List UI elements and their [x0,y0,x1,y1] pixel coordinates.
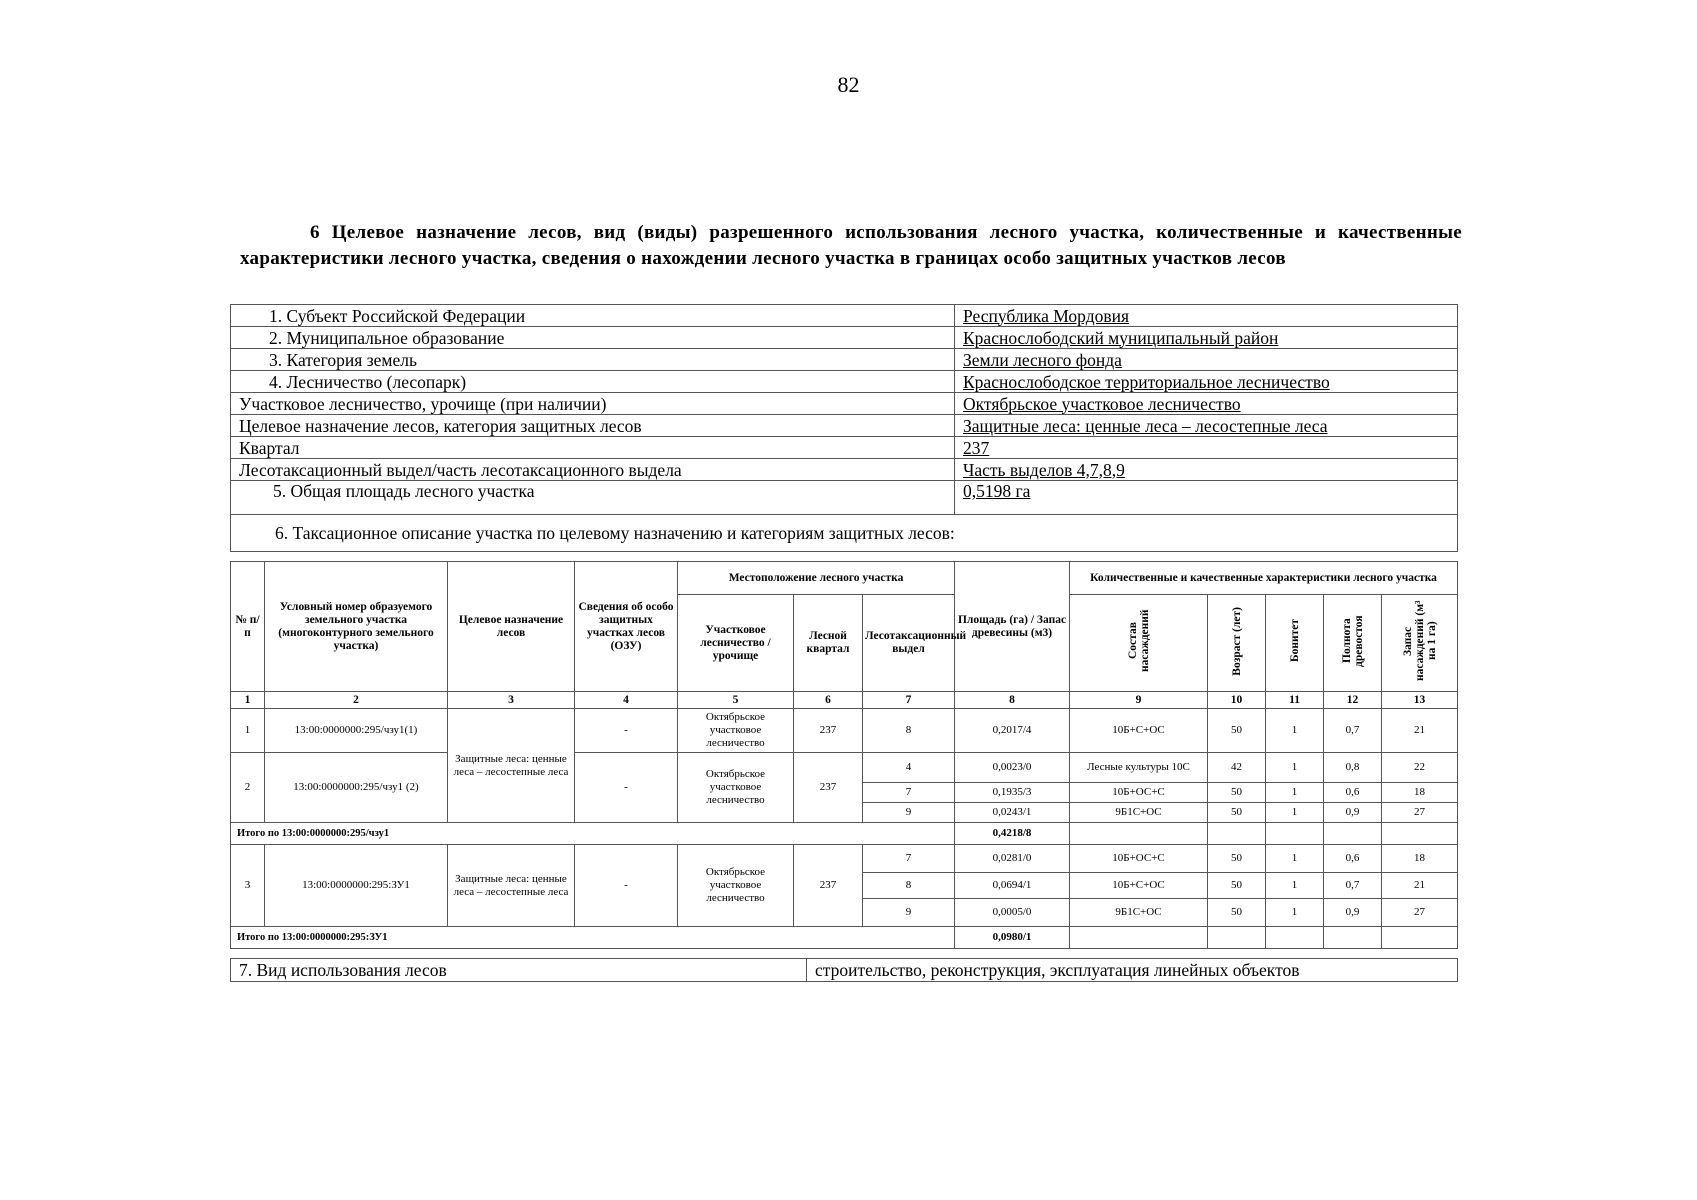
cell-stock: 18 [1382,845,1458,873]
cell-area: 0,2017/4 [955,709,1070,753]
cell-density: 0,6 [1324,783,1382,803]
col-header-density-text: Полнота древостоя [1340,615,1365,667]
cell-empty [1070,927,1208,949]
col-number: 3 [448,692,575,709]
cell-empty [1266,927,1324,949]
col-number: 5 [678,692,794,709]
info-row [231,349,1458,371]
cell-cad: 13:00:0000000:295:ЗУ1 [265,845,448,927]
total-value: 0,0980/1 [955,927,1070,949]
cell-vydel: 7 [863,845,955,873]
cell-age: 50 [1208,783,1266,803]
cell-age: 50 [1208,899,1266,927]
col-header-bonitet-text: Бонитет [1288,619,1301,663]
cell-density: 0,9 [1324,899,1382,927]
cell-density: 0,7 [1324,709,1382,753]
taxation-title-row [231,515,1458,552]
col-header-bonitet [1266,595,1324,692]
cell-age: 50 [1208,803,1266,823]
cell-density: 0,7 [1324,873,1382,899]
info-label: 4. Лесничество (лесопарк) [231,371,955,393]
cell-empty [1266,823,1324,845]
cell-bonitet: 1 [1266,783,1324,803]
cell-composition: Лесные культуры 10С [1070,753,1208,783]
cell-bonitet: 1 [1266,803,1324,823]
total-row [231,927,1458,949]
cell-kvartal: 237 [794,845,863,927]
cell-age: 42 [1208,753,1266,783]
cell-bonitet: 1 [1266,753,1324,783]
cell-area: 0,0694/1 [955,873,1070,899]
use-label: 7. Вид использования лесов [231,959,807,982]
cell-age: 50 [1208,845,1266,873]
info-value: Защитные леса: ценные леса – лесостепные леса [955,415,1458,437]
info-label: Лесотаксационный выдел/часть лесотаксационного выдела [231,459,955,481]
cell-vydel: 9 [863,899,955,927]
info-row [231,305,1458,327]
info-row [231,459,1458,481]
use-table [230,958,1458,982]
info-value: 237 [955,437,1458,459]
table-row [231,709,1458,753]
cell-stock: 18 [1382,783,1458,803]
taxation-title: 6. Таксационное описание участка по целевому назначению и категориям защитных лесов: [231,515,1458,552]
info-label: Участковое лесничество, урочище (при наличии) [231,393,955,415]
info-row [231,481,1458,515]
info-value: 0,5198 га [955,481,1458,515]
cell-bonitet: 1 [1266,873,1324,899]
cell-empty [1070,823,1208,845]
cell-stock: 21 [1382,709,1458,753]
cell-vydel: 8 [863,873,955,899]
col-number: 11 [1266,692,1324,709]
cell-kvartal: 237 [794,753,863,823]
col-header-stock-text: Запас насаждений (м³ на 1 га) [1401,600,1438,682]
table-row [231,845,1458,873]
col-header-density [1324,595,1382,692]
cell-composition: 10Б+С+ОС [1070,873,1208,899]
cell-composition: 10Б+ОС+С [1070,783,1208,803]
cell-purpose: Защитные леса: ценные леса – лесостепные леса [448,709,575,823]
cell-stock: 22 [1382,753,1458,783]
total-value: 0,4218/8 [955,823,1070,845]
cell-area: 0,0005/0 [955,899,1070,927]
cell-area: 0,0023/0 [955,753,1070,783]
cell-bonitet: 1 [1266,845,1324,873]
info-value: Земли лесного фонда [955,349,1458,371]
cell-empty [1208,823,1266,845]
total-label: Итого по 13:00:0000000:295:ЗУ1 [231,927,955,949]
col-header-quant: Количественные и качественные характеристики лесного участка [1070,562,1458,595]
col-number: 1 [231,692,265,709]
cell-density: 0,6 [1324,845,1382,873]
cell-composition: 10Б+С+ОС [1070,709,1208,753]
cell-age: 50 [1208,873,1266,899]
use-row [231,959,1458,982]
col-header-stock [1382,595,1458,692]
cell-kvartal: 237 [794,709,863,753]
col-number: 13 [1382,692,1458,709]
info-row [231,437,1458,459]
col-header-ozu: Сведения об особо защитных участках лесов (ОЗУ) [575,562,678,692]
cell-vydel: 9 [863,803,955,823]
taxation-table [230,561,1458,949]
total-label: Итого по 13:00:0000000:295/чзу1 [231,823,955,845]
cell-ozu: - [575,753,678,823]
col-header-cad: Условный номер образуемого земельного участка (многоконтурного земельного участка) [265,562,448,692]
cell-density: 0,8 [1324,753,1382,783]
col-header-purpose: Целевое назначение лесов [448,562,575,692]
cell-purpose: Защитные леса: ценные леса – лесостепные леса [448,845,575,927]
info-row [231,371,1458,393]
info-row [231,393,1458,415]
col-header-composition [1070,595,1208,692]
cell-area: 0,1935/3 [955,783,1070,803]
col-header-forestry: Участковое лесничество / урочище [678,595,794,692]
cell-num: 1 [231,709,265,753]
cell-age: 50 [1208,709,1266,753]
info-value: Республика Мордовия [955,305,1458,327]
info-label: 1. Субъект Российской Федерации [231,305,955,327]
info-label: Целевое назначение лесов, категория защитных лесов [231,415,955,437]
cell-composition: 10Б+ОС+С [1070,845,1208,873]
cell-empty [1382,927,1458,949]
info-label: 5. Общая площадь лесного участка [231,481,955,515]
col-number: 7 [863,692,955,709]
cell-cad: 13:00:0000000:295/чзу1 (2) [265,753,448,823]
cell-composition: 9Б1С+ОС [1070,899,1208,927]
cell-empty [1324,823,1382,845]
col-header-age [1208,595,1266,692]
info-value: Краснослободский муниципальный район [955,327,1458,349]
cell-area: 0,0243/1 [955,803,1070,823]
col-header-age-text: Возраст (лет) [1230,606,1243,676]
cell-vydel: 8 [863,709,955,753]
col-number: 10 [1208,692,1266,709]
info-value: Часть выделов 4,7,8,9 [955,459,1458,481]
cell-bonitet: 1 [1266,899,1324,927]
cell-cad: 13:00:0000000:295/чзу1(1) [265,709,448,753]
col-header-location: Местоположение лесного участка [678,562,955,595]
cell-forestry: Октябрьское участковое лесничество [678,845,794,927]
col-header-num: № п/п [231,562,265,692]
info-label: 2. Муниципальное образование [231,327,955,349]
total-row [231,823,1458,845]
info-value: Октябрьское участковое лесничество [955,393,1458,415]
cell-density: 0,9 [1324,803,1382,823]
col-number: 9 [1070,692,1208,709]
column-numbers-row [231,692,1458,709]
info-table [230,304,1458,552]
info-label: 3. Категория земель [231,349,955,371]
cell-area: 0,0281/0 [955,845,1070,873]
cell-ozu: - [575,845,678,927]
cell-vydel: 7 [863,783,955,803]
cell-stock: 21 [1382,873,1458,899]
col-header-composition-text: Состав насаждений [1126,609,1151,673]
header-row [231,562,1458,595]
section-title: 6 Целевое назначение лесов, вид (виды) разрешенного использования лесного участка, количественные и качественные характеристики лесного участка, сведения о нахождении лесного участка в границах особо защитных участков лесов [240,222,1462,269]
cell-stock: 27 [1382,899,1458,927]
cell-forestry: Октябрьское участковое лесничество [678,709,794,753]
cell-empty [1324,927,1382,949]
cell-composition: 9Б1С+ОС [1070,803,1208,823]
table-row [231,753,1458,783]
cell-num: 2 [231,753,265,823]
col-header-area: Площадь (га) / Запас древесины (м3) [955,562,1070,692]
cell-stock: 27 [1382,803,1458,823]
col-header-kvartal: Лесной квартал [794,595,863,692]
col-number: 12 [1324,692,1382,709]
use-value: строительство, реконструкция, эксплуатация линейных объектов [807,959,1458,982]
page-number: 82 [837,72,860,97]
col-number: 4 [575,692,678,709]
cell-bonitet: 1 [1266,709,1324,753]
col-number: 2 [265,692,448,709]
info-label: Квартал [231,437,955,459]
cell-empty [1208,927,1266,949]
info-row [231,327,1458,349]
cell-vydel: 4 [863,753,955,783]
col-number: 8 [955,692,1070,709]
col-header-vydel: Лесотаксационный выдел [863,595,955,692]
info-value: Краснослободское территориальное лесничество [955,371,1458,393]
cell-num: 3 [231,845,265,927]
cell-forestry: Октябрьское участковое лесничество [678,753,794,823]
col-number: 6 [794,692,863,709]
cell-ozu: - [575,709,678,753]
info-row [231,415,1458,437]
cell-empty [1382,823,1458,845]
